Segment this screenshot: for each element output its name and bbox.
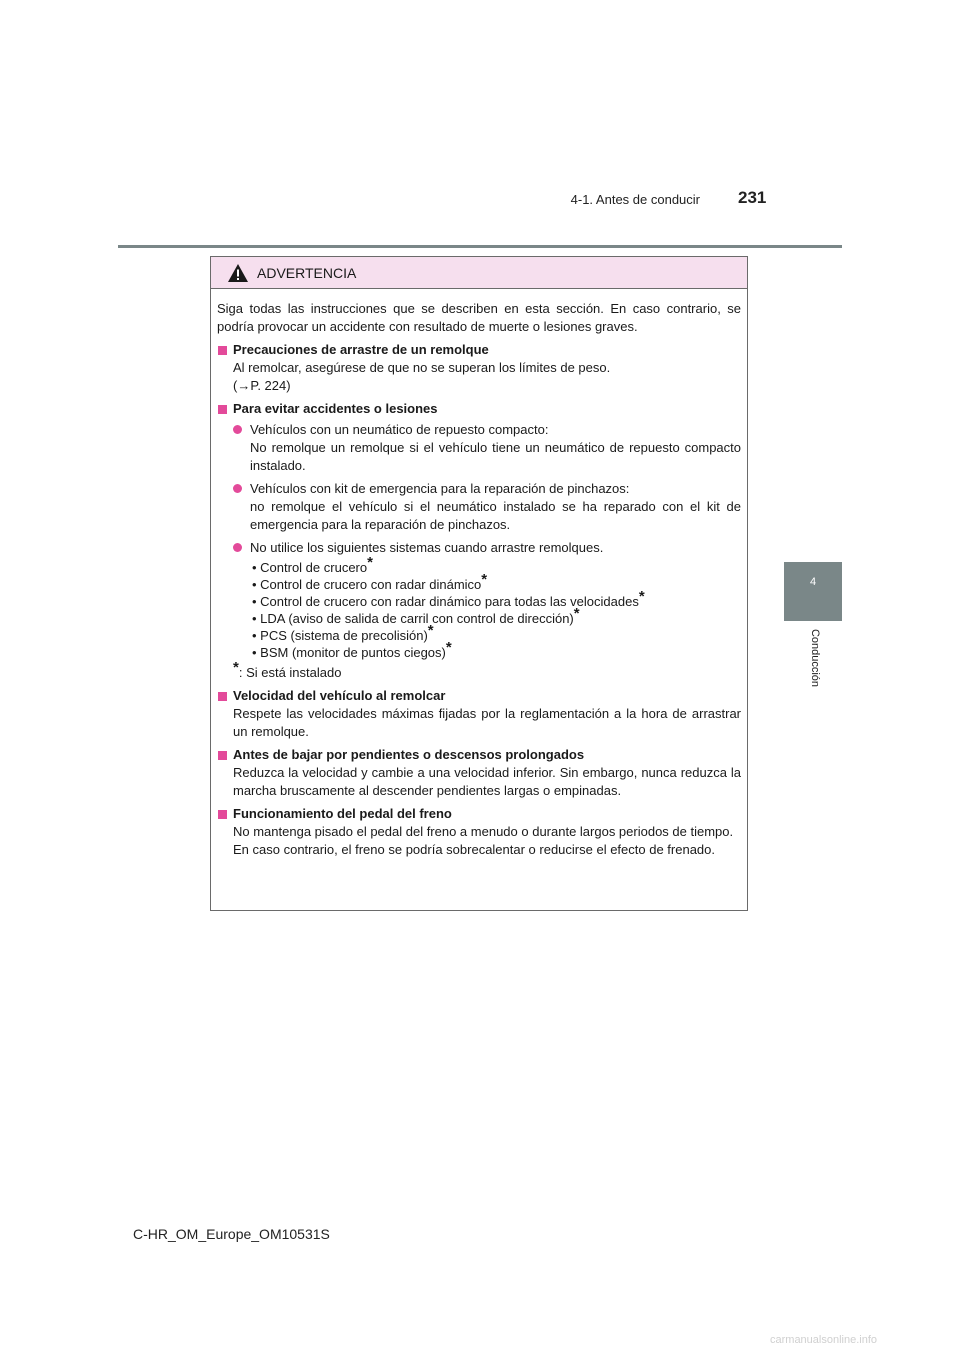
round-bullet-icon [233,543,242,552]
section-text: Reduzca la velocidad y cambie a una velocidad inferior. Sin embargo, nunca reduzca la marcha bruscamente al descender pendientes largas o empinadas. [233,765,741,798]
round-bullet-icon [233,425,242,434]
warning-triangle-icon [227,263,249,283]
square-bullet-icon [218,810,227,819]
section-text: Al remolcar, asegúrese de que no se superan los límites de peso. [233,360,611,375]
section-heading: Funcionamiento del pedal del freno [217,805,741,823]
list-item: Vehículos con un neumático de repuesto compacto: No remolque un remolque si el vehículo tiene un neumático de repuesto compacto instalado. [233,421,741,475]
section-heading: Para evitar accidentes o lesiones [217,400,741,418]
warning-header [211,257,747,289]
warning-title: ADVERTENCIA [257,264,357,281]
square-bullet-icon [218,692,227,701]
section-title: 4-1. Antes de conducir [570,192,700,207]
section-text: Respete las velocidades máximas fijadas por la reglamentación a la hora de arrastrar un remolque. [233,706,741,739]
section-text: No mantenga pisado el pedal del freno a menudo o durante largos periodos de tiempo. [233,824,734,839]
document-code: C-HR_OM_Europe_OM10531S [133,1226,330,1242]
warning-box [210,256,748,911]
list-item: Vehículos con kit de emergencia para la reparación de pinchazos: no remolque el vehículo si el neumático instalado se ha reparado con el kit de emergencia para la reparación de pinchazos. [233,480,741,534]
chapter-number: 4 [809,576,817,588]
section-heading: Precauciones de arrastre de un remolque [217,341,741,359]
section-heading: Velocidad del vehículo al remolcar [217,687,741,705]
page-number: 231 [738,188,767,207]
system-item: • Control de crucero* [252,554,373,575]
warning-intro: Siga todas las instrucciones que se describen en esta sección. En caso contrario, se podría provocar un accidente con resultado de muerte o lesiones graves. [217,301,741,334]
footnote: *: Si está instalado [233,659,342,680]
section-heading: Antes de bajar por pendientes o descensos prolongados [217,746,741,764]
system-item: • Control de crucero con radar dinámico* [252,571,488,592]
system-list [250,554,741,661]
square-bullet-icon [218,346,227,355]
round-bullet-icon [233,484,242,493]
list-item: No utilice los siguientes sistemas cuando arrastre remolques. • Control de crucero* • Control de crucero con radar dinámico* • Control de crucero con radar dinámico para todas las velocidades* • LDA (aviso de salida de carril con control de dirección)* • PCS (sistema de precolisión)* • BSM (monitor de puntos ciegos)* [233,539,741,661]
watermark: carmanualsonline.info [770,1334,878,1346]
chapter-label: Conducción [809,628,821,688]
warning-body [211,289,747,859]
square-bullet-icon [218,751,227,760]
header-rule [118,245,842,248]
system-item: • BSM (monitor de puntos ciegos)* [252,639,452,660]
square-bullet-icon [218,405,227,414]
system-item: • PCS (sistema de precolisión)* [252,622,434,643]
system-item: • LDA (aviso de salida de carril con control de dirección)* [252,605,580,626]
system-item: • Control de crucero con radar dinámico para todas las velocidades* [252,588,645,609]
section-text: En caso contrario, el freno se podría sobrecalentar o reducirse el efecto de frenado. [233,842,716,857]
page-reference: (→P. 224) [233,378,291,393]
